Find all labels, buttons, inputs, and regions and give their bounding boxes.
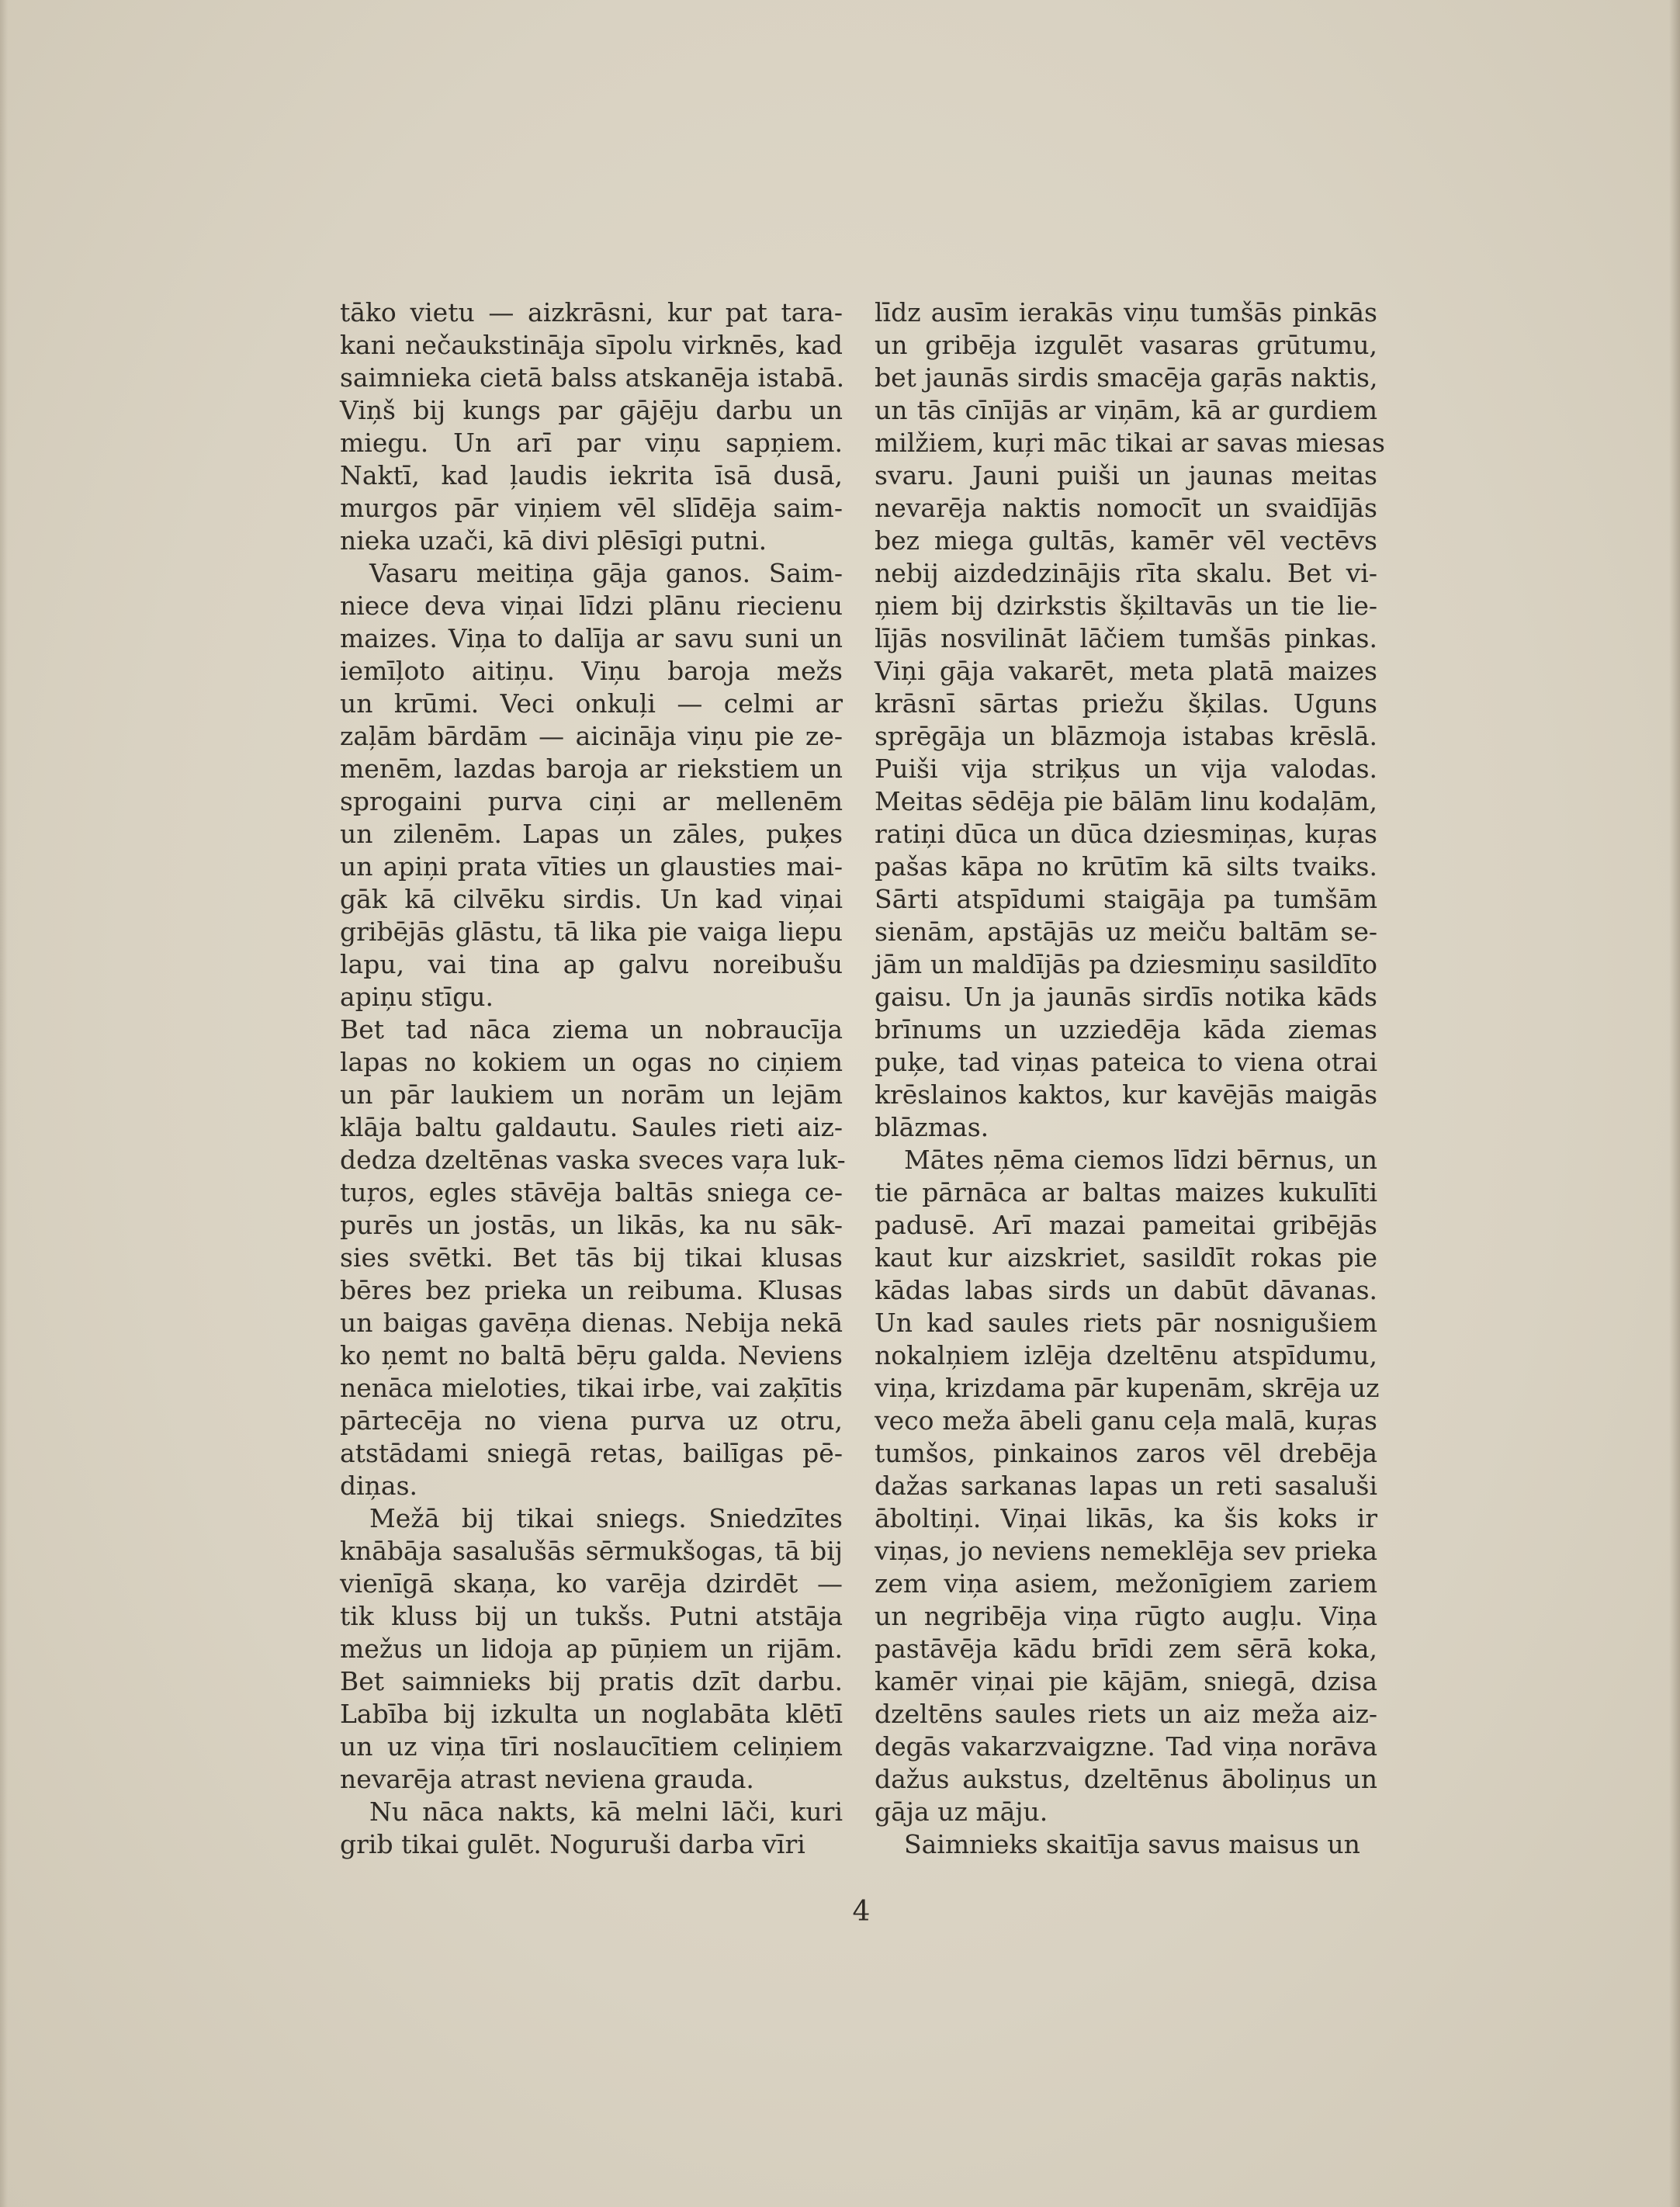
text-line: grib tikai gulēt. Noguruši darba vīri (340, 1829, 805, 1859)
text-line: un gribēja izgulēt vasaras grūtumu, (875, 330, 1377, 360)
text-line: niece deva viņai līdzi plānu riecienu (340, 591, 843, 621)
text-line: nevarēja naktis nomocīt un svaidījās (875, 493, 1377, 523)
text-line: knābāja sasalušās sērmukšogas, tā bij (340, 1536, 843, 1566)
text-line: iemīļoto aitiņu. Viņu baroja mežs (340, 656, 843, 686)
text-line: ņiem bij dzirkstis šķiltavās un tie lie- (875, 591, 1377, 621)
text-line: Vasaru meitiņa gāja ganos. Saim- (369, 558, 843, 588)
text-line: un uz viņa tīri noslaucītiem celiņiem (340, 1731, 843, 1762)
text-line: un apiņi prata vīties un glausties mai- (340, 851, 843, 882)
text-line: Sārti atspīdumi staigāja pa tumšām (875, 884, 1377, 914)
text-line: Mežā bij tikai sniegs. Sniedzītes (369, 1503, 843, 1533)
text-line: padusē. Arī mazai pameitai gribējās (875, 1210, 1377, 1240)
text-line: miegu. Un arī par viņu sapņiem. (340, 428, 843, 458)
text-line: pārtecēja no viena purva uz otru, (340, 1405, 843, 1436)
text-line: pašas kāpa no krūtīm kā silts tvaiks. (875, 851, 1377, 882)
text-line: diņas. (340, 1471, 418, 1501)
text-line: kādas labas sirds un dabūt dāvanas. (875, 1275, 1377, 1305)
text-line: un krūmi. Veci onkuļi — celmi ar (340, 688, 843, 719)
text-line: āboltiņi. Viņai likās, ka šis koks ir (875, 1503, 1377, 1533)
text-line: gaisu. Un ja jaunās sirdīs notika kāds (875, 982, 1377, 1012)
page-right-edge-shadow (1669, 0, 1680, 2207)
text-line: gāk kā cilvēku sirdis. Un kad viņai (340, 884, 843, 914)
text-line: dažas sarkanas lapas un reti sasaluši (875, 1471, 1377, 1501)
text-line: sprēgāja un blāzmoja istabas krēslā. (875, 721, 1377, 751)
text-line: blāzmas. (875, 1112, 989, 1142)
text-line: Meitas sēdēja pie bālām linu kodaļām, (875, 786, 1377, 816)
text-line: nenāca mieloties, tikai irbe, vai zaķītis (340, 1373, 843, 1403)
text-line: sprogaini purva ciņi ar mellenēm (340, 786, 843, 816)
text-line: svaru. Jauni puiši un jaunas meitas (875, 460, 1377, 490)
text-line: tāko vietu — aizkrāsni, kur pat tara- (340, 297, 843, 327)
text-line: saimnieka cietā balss atskanēja istabā. (340, 362, 845, 393)
text-line: Viņš bij kungs par gājēju darbu un (340, 395, 843, 425)
text-line: tuŗos, egles stāvēja baltās sniega ce- (340, 1177, 843, 1207)
text-line: nokalņiem izlēja dzeltēnu atspīdumu, (875, 1340, 1377, 1370)
text-line: bet jaunās sirdis smacēja gaŗās naktis, (875, 362, 1378, 393)
text-line: kani nečaukstināja sīpolu virknēs, kad (340, 330, 843, 360)
text-line: murgos pār viņiem vēl slīdēja saim- (340, 493, 843, 523)
text-line: Bet tad nāca ziema un nobraucīja (340, 1014, 843, 1045)
page-left-edge-shadow (0, 0, 8, 2207)
text-line: Labība bij izkulta un noglabāta klētī (340, 1699, 843, 1729)
text-line: Puiši vija striķus un vija valodas. (875, 754, 1377, 784)
text-line: viņa, krizdama pār kupenām, skrēja uz (875, 1373, 1380, 1403)
text-line: gāja uz māju. (875, 1796, 1048, 1827)
text-line: bēres bez prieka un reibuma. Klusas (340, 1275, 843, 1305)
text-line: Bet saimnieks bij pratis dzīt darbu. (340, 1666, 843, 1696)
text-line: lapu, vai tina ap galvu noreibušu (340, 949, 843, 979)
page-number: 4 (852, 1896, 871, 1928)
text-line: tumšos, pinkainos zaros vēl drebēja (875, 1438, 1377, 1468)
text-line: zem viņa asiem, mežonīgiem zariem (875, 1568, 1377, 1599)
text-line: kamēr viņai pie kājām, sniegā, dzisa (875, 1666, 1377, 1696)
text-line: Naktī, kad ļaudis iekrita īsā dusā, (340, 460, 843, 490)
text-line: zaļām bārdām — aicināja viņu pie ze- (340, 721, 843, 751)
text-line: kaut kur aizskriet, sasildīt rokas pie (875, 1242, 1377, 1273)
text-line: lījās nosvilināt lāčiem tumšās pinkas. (875, 623, 1377, 653)
text-line: dedza dzeltēnas vaska sveces vaŗa luk- (340, 1145, 846, 1175)
text-line: un pār laukiem un norām un lejām (340, 1079, 843, 1110)
text-line: un tās cīnījās ar viņām, kā ar gurdiem (875, 395, 1377, 425)
text-line: brīnums un uzziedēja kāda ziemas (875, 1014, 1377, 1045)
text-line: Un kad saules riets pār nosnigušiem (875, 1308, 1377, 1338)
text-line: ko ņemt no baltā bēŗu galda. Neviens (340, 1340, 843, 1370)
text-line: degās vakarzvaigzne. Tad viņa norāva (875, 1731, 1377, 1762)
text-line: mežus un lidoja ap pūņiem un rijām. (340, 1634, 843, 1664)
text-line: pastāvēja kādu brīdi zem sērā koka, (875, 1634, 1377, 1664)
text-line: atstādami sniegā retas, bailīgas pē- (340, 1438, 843, 1468)
text-line: puķe, tad viņas pateica to viena otrai (875, 1047, 1377, 1077)
text-line: krāsnī sārtas priežu šķilas. Uguns (875, 688, 1377, 719)
text-line: bez miega gultās, kamēr vēl vectēvs (875, 525, 1377, 556)
text-line: tie pārnāca ar baltas maizes kukulīti (875, 1177, 1377, 1207)
text-line: un zilenēm. Lapas un zāles, puķes (340, 819, 843, 849)
text-line: sienām, apstājās uz meiču baltām se- (875, 916, 1377, 947)
right-text-column (875, 296, 1385, 1861)
text-line: un baigas gavēņa dienas. Nebija nekā (340, 1308, 843, 1338)
text-line: maizes. Viņa to dalīja ar savu suni un (340, 623, 843, 653)
text-line: menēm, lazdas baroja ar riekstiem un (340, 754, 843, 784)
text-line: nieka uzači, kā divi plēsīgi putni. (340, 525, 767, 556)
text-line: purēs un jostās, un likās, ka nu sāk- (340, 1210, 843, 1240)
text-line: lapas no kokiem un ogas no ciņiem (340, 1047, 843, 1077)
text-line: dažus aukstus, dzeltēnus āboliņus un (875, 1764, 1377, 1794)
text-line: dzeltēns saules riets un aiz meža aiz- (875, 1699, 1377, 1729)
left-text-column (340, 296, 846, 1861)
text-line: jām un maldījās pa dziesmiņu sasildīto (875, 949, 1377, 979)
text-line: nevarēja atrast neviena grauda. (340, 1764, 754, 1794)
text-line: milžiem, kuŗi māc tikai ar savas miesas (875, 428, 1385, 458)
text-line: apiņu stīgu. (340, 982, 494, 1012)
text-line: viņas, jo neviens nemeklēja sev prieka (875, 1536, 1377, 1566)
text-line: Mātes ņēma ciemos līdzi bērnus, un (904, 1145, 1377, 1175)
text-line: Saimnieks skaitīja savus maisus un (904, 1829, 1360, 1859)
text-line: Viņi gāja vakarēt, meta platā maizes (875, 656, 1377, 686)
text-line: ratiņi dūca un dūca dziesmiņas, kuŗas (875, 819, 1377, 849)
text-line: vienīgā skaņa, ko varēja dzirdēt — (340, 1568, 843, 1599)
text-line: un negribēja viņa rūgto augļu. Viņa (875, 1601, 1377, 1631)
text-line: līdz ausīm ierakās viņu tumšās pinkās (875, 297, 1377, 327)
text-line: tik kluss bij un tukšs. Putni atstāja (340, 1601, 843, 1631)
text-line: nebij aizdedzinājis rīta skalu. Bet vi- (875, 558, 1377, 588)
text-line: Nu nāca nakts, kā melni lāči, kuri (369, 1796, 843, 1827)
text-line: veco meža ābeli ganu ceļa malā, kuŗas (875, 1405, 1377, 1436)
text-line: klāja baltu galdautu. Saules rieti aiz- (340, 1112, 843, 1142)
text-line: krēslainos kaktos, kur kavējās maigās (875, 1079, 1377, 1110)
text-line: sies svētki. Bet tās bij tikai klusas (340, 1242, 843, 1273)
text-line: gribējās glāstu, tā lika pie vaiga liepu (340, 916, 843, 947)
